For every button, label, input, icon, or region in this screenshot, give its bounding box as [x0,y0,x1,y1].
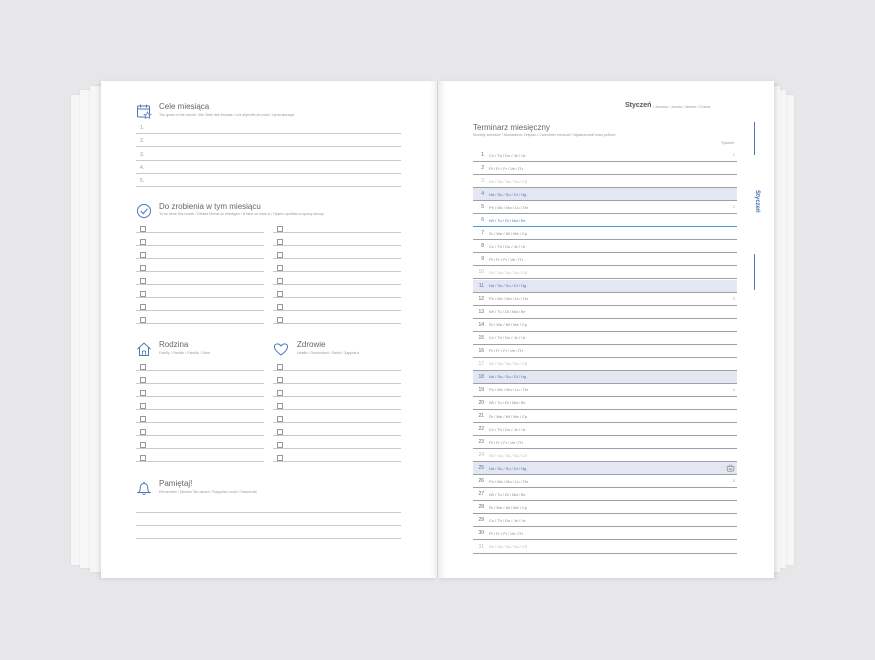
weekday-label: Nd / Su / So / Di / Нд [489,465,527,471]
month-tab-label[interactable]: Styczeń [754,190,760,213]
calendar-title: Terminarz miesięczny [473,123,550,132]
calendar-star-icon [136,103,152,119]
goals-subtitle: The goals of the month / Die Ziele des Monats / Les objectifs du mois / Цели месяца [159,113,294,117]
day-number: 19 [478,386,484,393]
weekday-label: Sb / Sa / Sa / Sa / Сб [489,544,528,549]
book-gutter [430,81,446,578]
todo-line [273,258,401,259]
calendar-day-row[interactable] [473,266,737,279]
house-icon [136,341,152,357]
todo-subtitle: To be done this month / Dieses Monat zu erledigen / À faire ce mois ci / Нужно зробити в цьому місяці [159,212,324,216]
calendar-day-row[interactable] [473,541,737,554]
basket-icon [726,464,735,473]
weekday-label: Wt / Tu / Di / Ma / Вт [489,309,526,315]
goal-number: 5. [140,178,145,185]
todo-line [273,271,401,272]
calendar-day-row[interactable] [473,332,737,345]
family-health-line [273,409,401,410]
family-health-line [136,396,264,397]
day-number: 18 [478,373,484,380]
week-number: 2 [732,204,735,210]
weekday-label: Nd / Su / So / Di / Нд [489,374,527,380]
calendar-subtitle: Monthly schedule / Monatlicher Zeitplan / Calendrier mensuel / Щомісячний план роботи [473,133,616,137]
family-health-line [136,422,264,423]
day-number: 16 [478,347,484,354]
calendar-day-row[interactable] [473,306,737,319]
goal-number: 2. [140,138,145,145]
calendar-day-row[interactable] [473,514,737,527]
calendar-day-row[interactable] [473,410,737,423]
calendar-day-row[interactable] [473,201,737,214]
weekday-label: Pt / Fr / Fr / Ve / Пт [489,165,524,171]
day-number: 15 [478,334,484,341]
week-number: 5 [732,478,735,484]
weekday-label: Wt / Tu / Di / Ma / Вт [489,491,526,497]
calendar-day-row[interactable] [473,188,737,201]
family-title: Rodzina [159,340,189,349]
family-health-line [273,448,401,449]
calendar-day-row[interactable] [473,462,737,475]
calendar-day-row[interactable] [473,175,737,188]
weekday-label: Pt / Fr / Fr / Ve / Пт [489,439,524,445]
family-health-line [136,461,264,462]
week-number: 4 [732,386,735,392]
goal-line [136,186,401,187]
weekday-label: Wt / Tu / Di / Ma / Вт [489,400,526,406]
day-number: 1 [481,152,484,158]
day-number: 26 [478,478,484,485]
day-number: 23 [478,439,484,446]
left-page [101,81,437,578]
month-title: Styczeń [625,102,652,109]
remember-line [136,538,401,539]
bell-icon [136,480,152,496]
day-number: 17 [478,360,484,367]
day-number: 28 [478,504,484,511]
todo-line [136,323,264,324]
family-health-line [136,435,264,436]
calendar-day-row[interactable] [473,527,737,540]
day-number: 2 [481,165,484,172]
todo-line [136,258,264,259]
week-column-header: Tydzień [721,141,735,145]
remember-line [136,525,401,526]
calendar-day-row[interactable] [473,319,737,332]
todo-line [273,232,401,233]
goals-title: Cele miesiąca [159,102,210,111]
family-subtitle: Family / Familie / Famille / Сім'я [159,351,211,355]
family-health-line [273,435,401,436]
weekday-label: Sb / Sa / Sa / Sa / Сб [489,269,528,275]
weekday-label: Sb / Sa / Sa / Sa / Сб [489,178,528,184]
calendar-day-row[interactable] [473,345,737,358]
weekday-label: Cz / Th / Do / Je / Чт [489,152,526,158]
weekday-label: Śr / We / Mi / Me / Ср [489,230,528,236]
calendar-day-row[interactable] [473,397,737,410]
todo-title: Do zrobienia w tym miesiącu [159,202,261,211]
day-number: 3 [481,178,484,185]
day-number: 22 [478,426,484,433]
day-number: 20 [478,399,484,406]
goal-number: 4. [140,164,145,171]
todo-line [273,284,401,285]
remember-title: Pamiętaj! [159,479,193,488]
weekday-label: Pt / Fr / Fr / Ve / Пт [489,530,524,536]
day-number: 9 [481,256,484,263]
weekday-label: Pn / Mo / Mo / Lu / Пн [489,387,528,393]
day-number: 10 [478,269,484,276]
week-number: 3 [732,295,735,301]
todo-line [136,232,264,233]
todo-line [136,297,264,298]
family-health-line [273,396,401,397]
todo-line [136,271,264,272]
family-health-line [273,370,401,371]
family-health-line [273,461,401,462]
health-subtitle: Health / Gesundheit / Santé / Здоров'я [297,351,359,355]
weekday-label: Sb / Sa / Sa / Sa / Сб [489,361,528,367]
remember-subtitle: Remember / Denken Sie daran! / Rappelez-vous! / Пам'ятай! [159,490,257,494]
month-translations: / January / Januar / Janvier / Січень [653,104,711,109]
heart-icon [273,341,289,357]
weekday-label: Cz / Th / Do / Je / Чт [489,517,526,523]
goal-line [136,133,401,134]
todo-line [273,245,401,246]
day-number: 7 [481,230,484,237]
weekday-label: Śr / We / Mi / Me / Ср [489,322,528,328]
month-tab-line [754,122,755,155]
todo-line [273,323,401,324]
day-number: 31 [478,543,484,550]
day-number: 5 [481,204,484,211]
todo-line [273,297,401,298]
health-title: Zdrowie [297,340,326,349]
todo-line [136,245,264,246]
calendar-day-row[interactable] [473,501,737,514]
calendar-day-row[interactable] [473,436,737,449]
goal-line [136,173,401,174]
day-number: 11 [478,282,484,289]
day-number: 30 [478,530,484,537]
day-number: 29 [478,517,484,524]
calendar-day-row[interactable] [473,293,737,306]
calendar-day-row[interactable] [473,384,737,397]
calendar-day-row[interactable] [473,449,737,462]
day-number: 14 [478,321,484,328]
weekday-label: Cz / Th / Do / Je / Чт [489,335,526,341]
family-health-line [273,383,401,384]
calendar-day-row[interactable] [473,253,737,266]
calendar-day-row[interactable] [473,423,737,436]
calendar-day-row[interactable] [473,149,737,162]
month-tab-line [754,254,755,290]
weekday-label: Cz / Th / Do / Je / Чт [489,426,526,432]
family-health-line [136,448,264,449]
day-number: 24 [478,452,484,459]
day-number: 25 [478,465,484,472]
weekday-label: Wt / Tu / Di / Ma / Вт [489,217,526,223]
day-number: 6 [481,217,484,224]
remember-line [136,512,401,513]
calendar-day-row[interactable] [473,227,737,240]
calendar-day-row[interactable] [473,475,737,488]
goal-number: 3. [140,151,145,158]
family-health-line [273,422,401,423]
weekday-label: Nd / Su / So / Di / Нд [489,191,527,197]
day-number: 13 [478,308,484,315]
goal-line [136,146,401,147]
todo-line [136,284,264,285]
calendar-day-row[interactable] [473,162,737,175]
calendar-day-row[interactable] [473,488,737,501]
goal-line [136,160,401,161]
weekday-label: Sb / Sa / Sa / Sa / Сб [489,452,528,458]
day-number: 27 [478,491,484,498]
weekday-label: Cz / Th / Do / Je / Чт [489,243,526,249]
weekday-label: Śr / We / Mi / Me / Ср [489,413,528,419]
day-number: 12 [478,295,484,302]
weekday-label: Pn / Mo / Mo / Lu / Пн [489,478,528,484]
week-number: 1 [732,152,735,157]
day-number: 21 [478,413,484,419]
todo-line [273,310,401,311]
calendar-day-row[interactable] [473,371,737,384]
weekday-label: Śr / We / Mi / Me / Ср [489,504,528,510]
family-health-line [136,383,264,384]
weekday-label: Pn / Mo / Mo / Lu / Пн [489,296,528,302]
calendar-day-row[interactable] [473,280,737,293]
weekday-label: Pt / Fr / Fr / Ve / Пт [489,348,524,354]
family-health-line [136,409,264,410]
day-number: 4 [481,191,484,198]
family-health-line [136,370,264,371]
right-page [438,81,774,578]
goal-number: 1. [140,125,145,131]
weekday-label: Pt / Fr / Fr / Ve / Пт [489,256,524,262]
day-number: 8 [481,243,484,250]
todo-line [136,310,264,311]
check-circle-icon [136,203,152,219]
calendar-day-row[interactable] [473,358,737,371]
weekday-label: Pn / Mo / Mo / Lu / Пн [489,204,528,210]
calendar-day-row[interactable] [473,214,737,227]
calendar-day-row[interactable] [473,240,737,253]
weekday-label: Nd / Su / So / Di / Нд [489,283,527,288]
